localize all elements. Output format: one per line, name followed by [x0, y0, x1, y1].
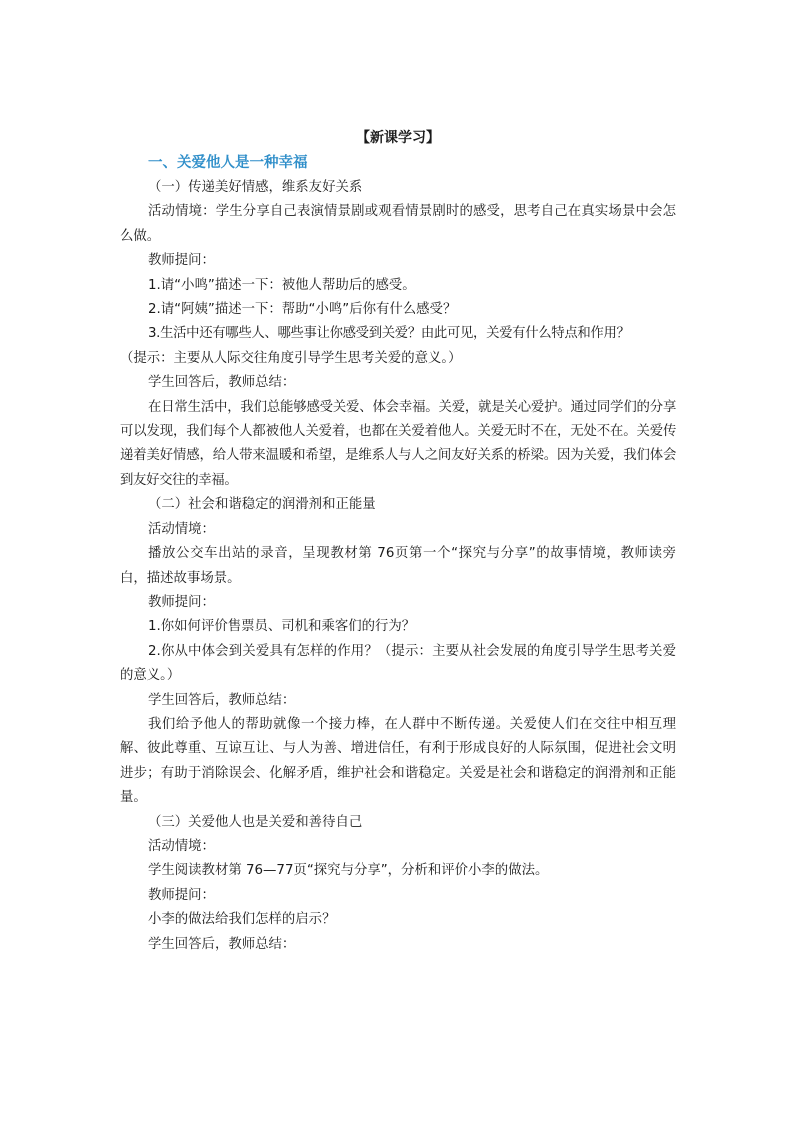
question-2-2: 2.你从中体会到关爱具有怎样的作用？（提示：主要从社会发展的角度引导学生思考关爱的意义。） — [120, 643, 676, 684]
activity-scenario-1: 活动情境：学生分享自己表演情景剧或观看情景剧时的感受，思考自己在真实场景中会怎么做。 — [120, 204, 676, 244]
activity-scenario-2: 播放公交车出站的录音，呈现教材第 76页第一个“探究与分享”的故事情境，教师读旁白，描述故事场景。 — [120, 546, 676, 586]
question-2-1: 1.你如何评价售票员、司机和乘客们的行为？ — [148, 619, 416, 635]
summary-label-1: 学生回答后，教师总结： — [148, 375, 296, 391]
section-title: 【新课学习】 — [356, 130, 440, 146]
summary-label-2: 学生回答后，教师总结： — [148, 692, 296, 708]
hint-1: （提示：主要从人际交往角度引导学生思考关爱的意义。） — [120, 350, 462, 366]
activity-scenario-3: 学生阅读教材第 76—77页“探究与分享”，分析和评价小李的做法。 — [148, 863, 549, 879]
question-1-2: 2.请“阿姨”描述一下：帮助“小鸣”后你有什么感受？ — [148, 302, 457, 318]
question-1-3: 3.生活中还有哪些人、哪些事让你感受到关爱？由此可见，关爱有什么特点和作用？ — [148, 326, 630, 342]
teacher-question-label-3: 教师提问： — [148, 887, 215, 903]
heading-1: 一、关爱他人是一种幸福 — [148, 155, 308, 171]
subheading-1: （一）传递美好情感，维系友好关系 — [148, 180, 363, 195]
question-3-1: 小李的做法给我们怎样的启示？ — [148, 912, 336, 928]
teacher-question-label-2: 教师提问： — [148, 594, 215, 610]
activity-scenario-label-3: 活动情境： — [148, 838, 215, 854]
summary-2: 我们给予他人的帮助就像一个接力棒，在人群中不断传递。关爱使人们在交往中相互理解、彼此尊重、互谅互让、与人为善、增进信任，有利于形成良好的人际氛围，促进社会文明进步；有助于消除误会、化解矛盾，维护社会和谐稳定。关爱是社会和谐稳定的润滑剂和正能量。 — [120, 716, 676, 806]
summary-label-3: 学生回答后，教师总结： — [148, 936, 296, 952]
question-1-1: 1.请“小鸣”描述一下：被他人帮助后的感受。 — [148, 277, 416, 293]
document-body — [120, 176, 676, 957]
subheading-3: （三）关爱他人也是关爱和善待自己 — [148, 814, 363, 830]
activity-scenario-label-2: 活动情境： — [148, 521, 215, 537]
teacher-question-label-1: 教师提问： — [148, 253, 215, 269]
summary-1: 在日常生活中，我们总能够感受关爱、体会幸福。关爱，就是关心爱护。通过同学们的分享可以发现，我们每个人都被他人关爱着，也都在关爱着他人。关爱无时不在，无处不在。关爱传递着美好情感，给人带来温暖和希望，是维系人与人之间友好关系的桥梁。因为关爱，我们体会到友好交往的幸福。 — [120, 399, 676, 488]
subheading-2: （二）社会和谐稳定的润滑剂和正能量 — [148, 497, 376, 513]
